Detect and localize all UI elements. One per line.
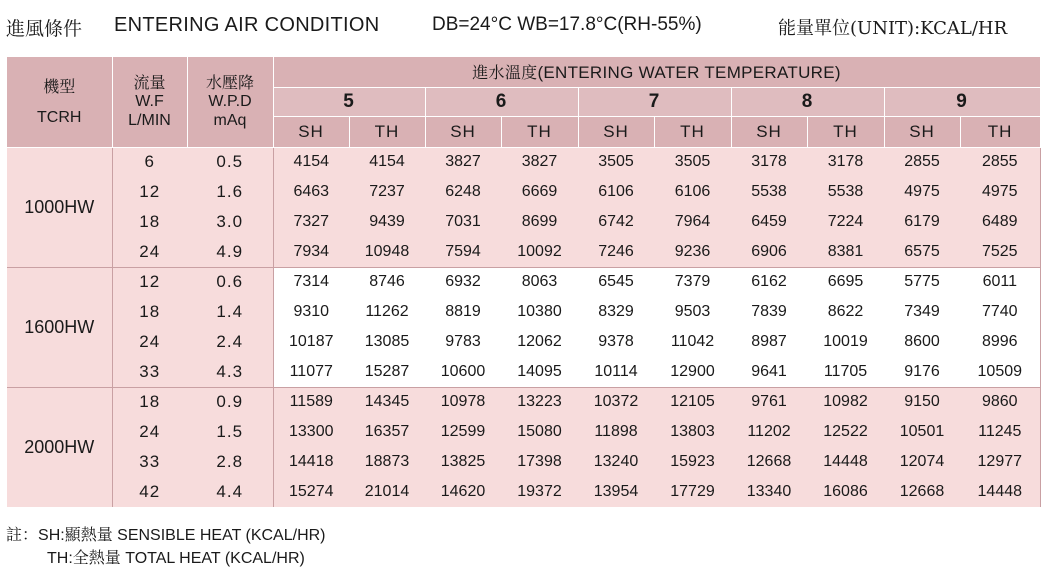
th-value-cell: 14448 [960, 477, 1040, 507]
th-value-cell: 15287 [349, 357, 425, 387]
th-value-cell: 8746 [349, 267, 425, 297]
th-value-cell: 12522 [807, 417, 884, 447]
model-cell: 2000HW [7, 387, 112, 507]
sh-value-cell: 4154 [273, 147, 349, 177]
th-value-cell: 9860 [960, 387, 1040, 417]
table-row [7, 477, 1040, 507]
sh-value-cell: 6162 [731, 267, 807, 297]
table-row [7, 417, 1040, 447]
th-value-cell: 10982 [807, 387, 884, 417]
table-row [7, 447, 1040, 477]
th-value-cell: 9236 [654, 237, 731, 267]
header-ewt: 進水溫度(ENTERING WATER TEMPERATURE) [273, 57, 1040, 87]
th-value-cell: 8381 [807, 237, 884, 267]
capacity-table [7, 57, 1041, 507]
th-value-cell: 12900 [654, 357, 731, 387]
sh-value-cell: 13240 [578, 447, 654, 477]
th-value-cell: 16357 [349, 417, 425, 447]
th-value-cell: 11042 [654, 327, 731, 357]
sh-value-cell: 7349 [884, 297, 960, 327]
th-value-cell: 13803 [654, 417, 731, 447]
wpd-cell: 2.4 [187, 327, 273, 357]
wpd-cell: 1.4 [187, 297, 273, 327]
model-cell: 1000HW [7, 147, 112, 267]
header-temp-8: 8 [731, 87, 884, 116]
sh-value-cell: 6742 [578, 207, 654, 237]
title-en: ENTERING AIR CONDITION [114, 14, 380, 36]
th-value-cell: 21014 [349, 477, 425, 507]
th-value-cell: 6011 [960, 267, 1040, 297]
sh-value-cell: 9150 [884, 387, 960, 417]
sh-value-cell: 7246 [578, 237, 654, 267]
wpd-cell: 3.0 [187, 207, 273, 237]
sh-value-cell: 13300 [273, 417, 349, 447]
th-value-cell: 8063 [501, 267, 578, 297]
sh-value-cell: 12668 [884, 477, 960, 507]
sh-value-cell: 9641 [731, 357, 807, 387]
th-value-cell: 6695 [807, 267, 884, 297]
sh-value-cell: 13340 [731, 477, 807, 507]
th-value-cell: 8699 [501, 207, 578, 237]
sh-value-cell: 3827 [425, 147, 501, 177]
header-temp-5: 5 [273, 87, 425, 116]
header-temp-6: 6 [425, 87, 578, 116]
wpd-cell: 0.6 [187, 267, 273, 297]
sh-value-cell: 11589 [273, 387, 349, 417]
header-temp-9: 9 [884, 87, 1040, 116]
note-th: TH:全熱量 TOTAL HEAT (KCAL/HR) [47, 548, 305, 567]
sh-value-cell: 5775 [884, 267, 960, 297]
th-value-cell: 15923 [654, 447, 731, 477]
th-value-cell: 5538 [807, 177, 884, 207]
table-row [7, 147, 1040, 177]
sh-value-cell: 12074 [884, 447, 960, 477]
th-value-cell: 14345 [349, 387, 425, 417]
sh-value-cell: 10372 [578, 387, 654, 417]
th-value-cell: 10948 [349, 237, 425, 267]
th-value-cell: 8996 [960, 327, 1040, 357]
sh-value-cell: 7031 [425, 207, 501, 237]
th-value-cell: 4975 [960, 177, 1040, 207]
th-value-cell: 13085 [349, 327, 425, 357]
table-row [7, 387, 1040, 417]
flow-cell: 18 [112, 387, 187, 417]
air-condition: DB=24°C WB=17.8°C(RH-55%) [432, 14, 702, 35]
header-sh: SH [578, 116, 654, 147]
flow-cell: 24 [112, 237, 187, 267]
sh-value-cell: 6463 [273, 177, 349, 207]
model-cell: 1600HW [7, 267, 112, 387]
header-th: TH [654, 116, 731, 147]
sh-value-cell: 6106 [578, 177, 654, 207]
sh-value-cell: 10114 [578, 357, 654, 387]
flow-cell: 42 [112, 477, 187, 507]
th-value-cell: 17729 [654, 477, 731, 507]
sh-value-cell: 10501 [884, 417, 960, 447]
th-value-cell: 16086 [807, 477, 884, 507]
th-value-cell: 4154 [349, 147, 425, 177]
table-row [7, 267, 1040, 297]
th-value-cell: 11705 [807, 357, 884, 387]
sh-value-cell: 6179 [884, 207, 960, 237]
flow-cell: 12 [112, 177, 187, 207]
sh-value-cell: 7839 [731, 297, 807, 327]
th-value-cell: 6106 [654, 177, 731, 207]
wpd-cell: 1.6 [187, 177, 273, 207]
wpd-cell: 0.5 [187, 147, 273, 177]
flow-cell: 12 [112, 267, 187, 297]
table-row [7, 207, 1040, 237]
flow-cell: 18 [112, 297, 187, 327]
sh-value-cell: 12599 [425, 417, 501, 447]
wpd-cell: 4.3 [187, 357, 273, 387]
sh-value-cell: 9378 [578, 327, 654, 357]
footnotes [6, 524, 326, 570]
sh-value-cell: 5538 [731, 177, 807, 207]
sh-value-cell: 13825 [425, 447, 501, 477]
th-value-cell: 7379 [654, 267, 731, 297]
header-flow: 流量 W.F L/MIN [112, 57, 187, 147]
th-value-cell: 9503 [654, 297, 731, 327]
table-body [7, 147, 1040, 507]
th-value-cell: 2855 [960, 147, 1040, 177]
sh-value-cell: 8329 [578, 297, 654, 327]
header-temp-7: 7 [578, 87, 731, 116]
flow-cell: 24 [112, 417, 187, 447]
sh-value-cell: 7327 [273, 207, 349, 237]
th-value-cell: 14095 [501, 357, 578, 387]
th-value-cell: 12977 [960, 447, 1040, 477]
header-th: TH [807, 116, 884, 147]
header-th: TH [501, 116, 578, 147]
th-value-cell: 6489 [960, 207, 1040, 237]
sh-value-cell: 11202 [731, 417, 807, 447]
sh-value-cell: 11077 [273, 357, 349, 387]
table-header [7, 57, 1040, 147]
sh-value-cell: 4975 [884, 177, 960, 207]
sh-value-cell: 9783 [425, 327, 501, 357]
wpd-cell: 0.9 [187, 387, 273, 417]
header-sh: SH [425, 116, 501, 147]
unit-label: 能量單位(UNIT):KCAL/HR [778, 18, 1008, 39]
sh-value-cell: 9761 [731, 387, 807, 417]
title-cn: 進風條件 [6, 18, 83, 40]
sh-value-cell: 7934 [273, 237, 349, 267]
sh-value-cell: 10187 [273, 327, 349, 357]
th-value-cell: 17398 [501, 447, 578, 477]
header-sh: SH [731, 116, 807, 147]
table-row [7, 327, 1040, 357]
th-value-cell: 14448 [807, 447, 884, 477]
th-value-cell: 9439 [349, 207, 425, 237]
th-value-cell: 3178 [807, 147, 884, 177]
sh-value-cell: 15274 [273, 477, 349, 507]
header-th: TH [960, 116, 1040, 147]
header-wpd: 水壓降 W.P.D mAq [187, 57, 273, 147]
sh-value-cell: 7314 [273, 267, 349, 297]
sh-value-cell: 14418 [273, 447, 349, 477]
sh-value-cell: 6932 [425, 267, 501, 297]
sh-value-cell: 3178 [731, 147, 807, 177]
sh-value-cell: 6906 [731, 237, 807, 267]
note-sh: 註：SH:顯熱量 SENSIBLE HEAT (KCAL/HR) [6, 525, 326, 544]
wpd-cell: 4.4 [187, 477, 273, 507]
sh-value-cell: 14620 [425, 477, 501, 507]
table-row [7, 237, 1040, 267]
sh-value-cell: 6545 [578, 267, 654, 297]
sh-value-cell: 8987 [731, 327, 807, 357]
th-value-cell: 6669 [501, 177, 578, 207]
th-value-cell: 12062 [501, 327, 578, 357]
sh-value-cell: 13954 [578, 477, 654, 507]
th-value-cell: 8622 [807, 297, 884, 327]
sh-value-cell: 8600 [884, 327, 960, 357]
header-th: TH [349, 116, 425, 147]
th-value-cell: 10092 [501, 237, 578, 267]
sh-value-cell: 9310 [273, 297, 349, 327]
th-value-cell: 15080 [501, 417, 578, 447]
sh-value-cell: 6459 [731, 207, 807, 237]
sh-value-cell: 6248 [425, 177, 501, 207]
flow-cell: 33 [112, 447, 187, 477]
th-value-cell: 7237 [349, 177, 425, 207]
sh-value-cell: 10600 [425, 357, 501, 387]
th-value-cell: 10509 [960, 357, 1040, 387]
sh-value-cell: 7594 [425, 237, 501, 267]
th-value-cell: 3505 [654, 147, 731, 177]
th-value-cell: 3827 [501, 147, 578, 177]
th-value-cell: 11262 [349, 297, 425, 327]
th-value-cell: 7525 [960, 237, 1040, 267]
sh-value-cell: 9176 [884, 357, 960, 387]
th-value-cell: 12105 [654, 387, 731, 417]
wpd-cell: 4.9 [187, 237, 273, 267]
th-value-cell: 18873 [349, 447, 425, 477]
th-value-cell: 7740 [960, 297, 1040, 327]
th-value-cell: 11245 [960, 417, 1040, 447]
sh-value-cell: 3505 [578, 147, 654, 177]
flow-cell: 33 [112, 357, 187, 387]
sh-value-cell: 10978 [425, 387, 501, 417]
th-value-cell: 7224 [807, 207, 884, 237]
wpd-cell: 2.8 [187, 447, 273, 477]
table-row [7, 357, 1040, 387]
table-row [7, 177, 1040, 207]
page-header [6, 14, 1042, 42]
th-value-cell: 19372 [501, 477, 578, 507]
sh-value-cell: 12668 [731, 447, 807, 477]
th-value-cell: 7964 [654, 207, 731, 237]
flow-cell: 24 [112, 327, 187, 357]
th-value-cell: 13223 [501, 387, 578, 417]
wpd-cell: 1.5 [187, 417, 273, 447]
sh-value-cell: 11898 [578, 417, 654, 447]
sh-value-cell: 8819 [425, 297, 501, 327]
sh-value-cell: 2855 [884, 147, 960, 177]
th-value-cell: 10019 [807, 327, 884, 357]
header-sh: SH [884, 116, 960, 147]
flow-cell: 18 [112, 207, 187, 237]
flow-cell: 6 [112, 147, 187, 177]
th-value-cell: 10380 [501, 297, 578, 327]
header-sh: SH [273, 116, 349, 147]
sh-value-cell: 6575 [884, 237, 960, 267]
table-row [7, 297, 1040, 327]
header-model: 機型 TCRH [7, 57, 112, 147]
